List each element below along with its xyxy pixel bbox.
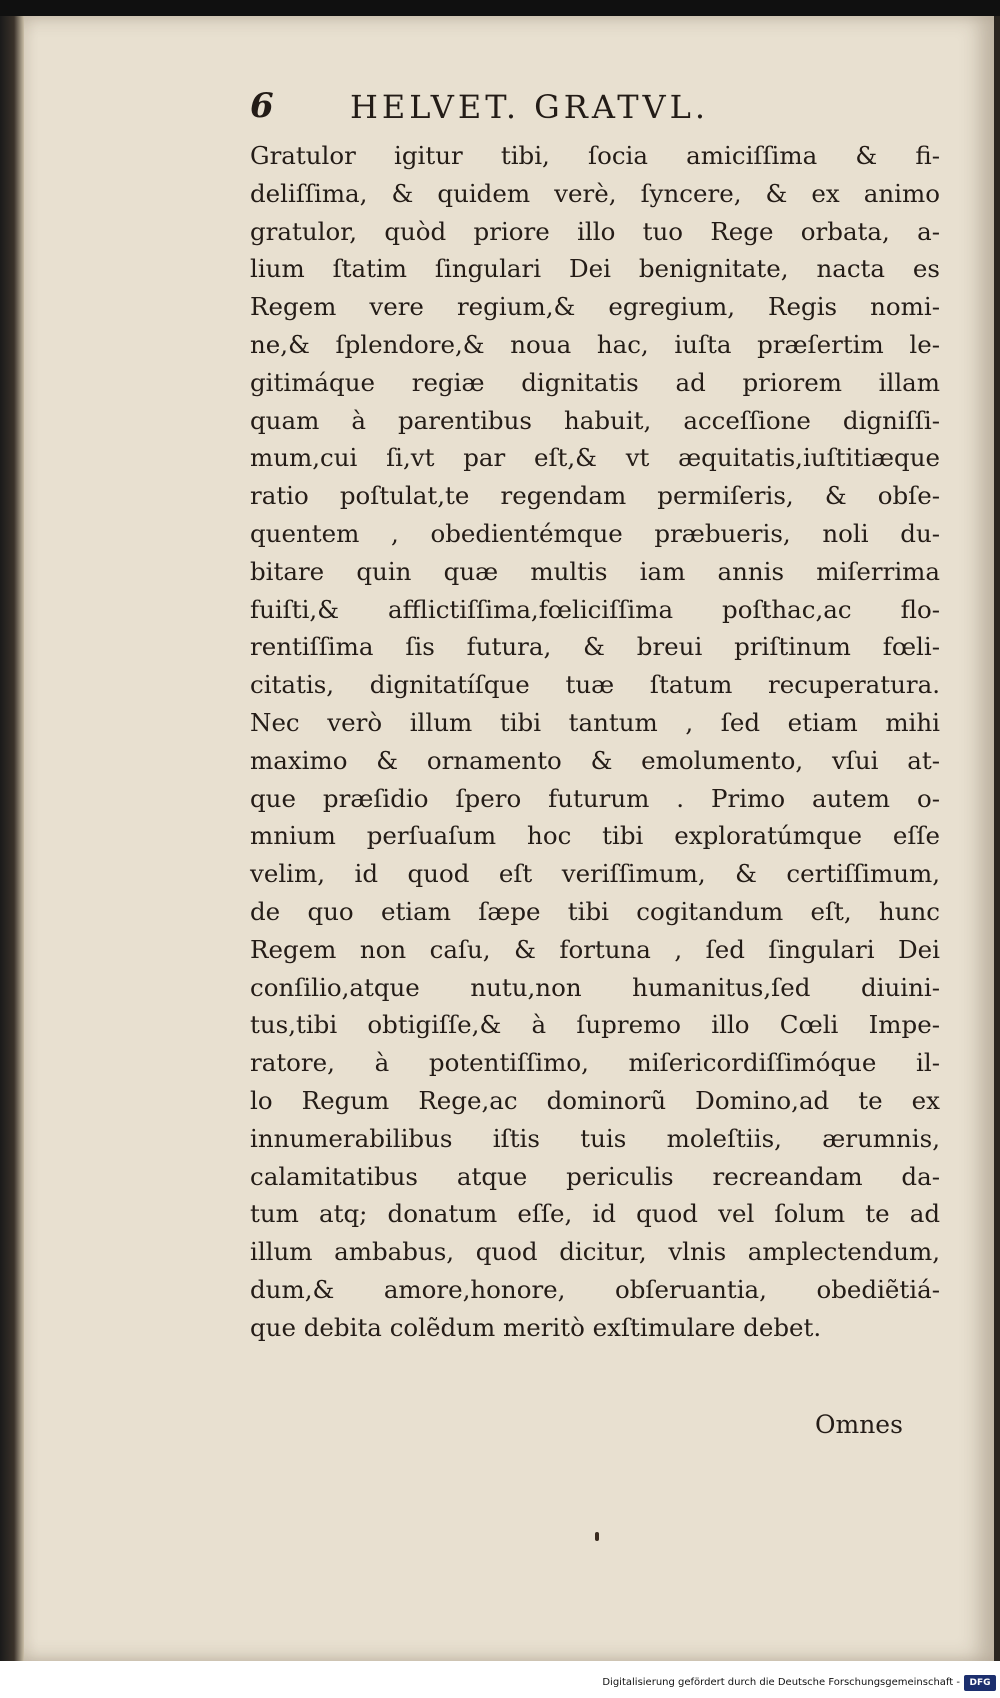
text-line: ratio poſtulat,te regendam permiſeris, & obſe- [250, 481, 940, 511]
digitization-credit: Digitalisierung gefördert durch die Deutsche Forschungsgemeinschaft - [602, 1677, 960, 1688]
dfg-logo-icon: DFG [964, 1675, 996, 1691]
text-line: gitimáque regiæ dignitatis ad priorem illam [250, 367, 940, 397]
text-line: Regem non caſu, & fortuna , ſed ſingulari Dei [250, 934, 940, 964]
text-line: conſilio,atque nutu,non humanitus,ſed diuini- [250, 972, 940, 1002]
running-head: HELVET. GRATVL. [350, 88, 710, 126]
text-line: illum ambabus, quod dicitur, vlnis amplectendum, [250, 1237, 940, 1267]
text-line: fuiſti,& afflictiſſima,fœliciſſima poſthac,ac flo- [250, 594, 940, 624]
body-text [250, 137, 940, 1347]
text-line: que debita colẽdum meritò exſtimulare debet. [250, 1312, 822, 1342]
text-line: que præſidio ſpero futurum . Primo autem o- [250, 783, 940, 813]
ink-speck [595, 1532, 599, 1541]
text-line: Nec verò illum tibi tantum , ſed etiam mihi [250, 707, 940, 737]
text-line: ratore, à potentiſſimo, miſericordiſſimóque il- [250, 1048, 940, 1078]
text-line: gratulor, quòd priore illo tuo Rege orbata, a- [250, 216, 940, 246]
text-line: bitare quin quæ multis iam annis miſerrima [250, 556, 940, 586]
text-line: lium ſtatim ſingulari Dei benignitate, nacta es [250, 254, 940, 284]
scan-left-edge [0, 16, 24, 1661]
text-line: maximo & ornamento & emolumento, vſui at- [250, 745, 940, 775]
text-line: ne,& ſplendore,& noua hac, iuſta præſertim le- [250, 329, 940, 359]
text-line: citatis, dignitatíſque tuæ ſtatum recuperatura. [250, 670, 940, 700]
text-line: mnium perſuaſum hoc tibi exploratúmque eſſe [250, 821, 940, 851]
scan-right-edge [994, 16, 1000, 1661]
text-line: velim, id quod eſt veriſſimum, & certiſſimum, [250, 859, 940, 889]
text-line: de quo etiam ſæpe tibi cogitandum eſt, hunc [250, 896, 940, 926]
scan-top-border [0, 0, 1000, 16]
text-line: mum,cui ſi,vt par eſt,& vt æquitatis,iuſtitiæque [250, 443, 940, 473]
text-line: lo Regum Rege,ac dominorũ Domino,ad te ex [250, 1085, 940, 1115]
page-header [250, 82, 810, 132]
text-line: tum atq; donatum eſſe, id quod vel ſolum te ad [250, 1199, 940, 1229]
text-line: dum,& amore,honore, obſeruantia, obediẽtiá- [250, 1274, 940, 1304]
text-line: Regem vere regium,& egregium, Regis nomi- [250, 292, 940, 322]
text-line: deliſſima, & quidem verè, ſyncere, & ex animo [250, 178, 940, 208]
text-line: rentiſſima ſis futura, & breui priſtinum fœli- [250, 632, 940, 662]
text-line: innumerabilibus iſtis tuis moleſtiis, ærumnis, [250, 1123, 940, 1153]
text-line: quentem , obedientémque præbueris, noli du- [250, 518, 940, 548]
page-number: 6 [250, 86, 274, 126]
catchword: Omnes [815, 1410, 903, 1439]
text-line: tus,tibi obtigiſſe,& à ſupremo illo Cœli Impe- [250, 1010, 940, 1040]
text-line: Gratulor igitur tibi, ſocia amiciſſima & fi- [250, 141, 940, 170]
text-line: quam à parentibus habuit, acceſſione digniſſi- [250, 405, 940, 435]
text-line: calamitatibus atque periculis recreandam da- [250, 1161, 940, 1191]
